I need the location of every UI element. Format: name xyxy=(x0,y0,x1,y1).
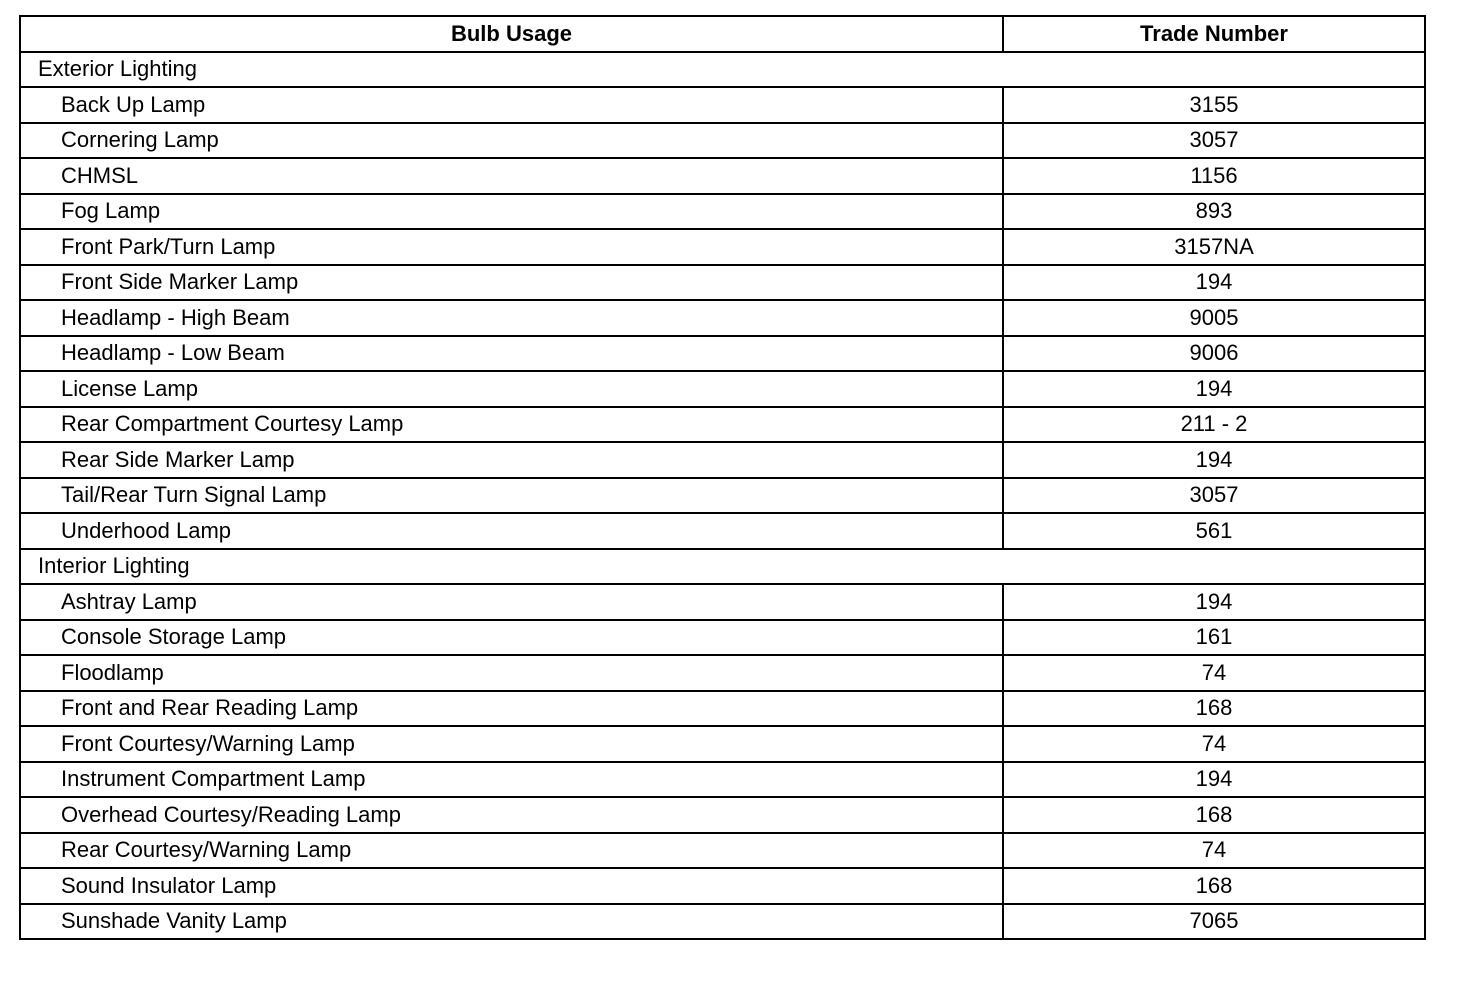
table-row xyxy=(20,336,1425,372)
table-row xyxy=(20,904,1425,940)
trade-number-cell: 161 xyxy=(1003,620,1425,656)
bulb-usage-cell: Tail/Rear Turn Signal Lamp xyxy=(20,478,1003,514)
table-row xyxy=(20,762,1425,798)
bulb-usage-cell: Fog Lamp xyxy=(20,194,1003,230)
bulb-usage-cell: Front Park/Turn Lamp xyxy=(20,229,1003,265)
section-title: Interior Lighting xyxy=(20,549,1425,585)
bulb-usage-cell: Rear Side Marker Lamp xyxy=(20,442,1003,478)
trade-number-cell: 74 xyxy=(1003,726,1425,762)
table-row xyxy=(20,87,1425,123)
bulb-usage-cell: Front Side Marker Lamp xyxy=(20,265,1003,301)
trade-number-cell: 194 xyxy=(1003,584,1425,620)
bulb-usage-cell: Ashtray Lamp xyxy=(20,584,1003,620)
bulb-usage-cell: Cornering Lamp xyxy=(20,123,1003,159)
bulb-usage-cell: Back Up Lamp xyxy=(20,87,1003,123)
trade-number-cell: 3155 xyxy=(1003,87,1425,123)
trade-number-cell: 194 xyxy=(1003,442,1425,478)
table-row xyxy=(20,229,1425,265)
table-row xyxy=(20,478,1425,514)
trade-number-cell: 3057 xyxy=(1003,123,1425,159)
table-row xyxy=(20,868,1425,904)
bulb-usage-cell: Headlamp - High Beam xyxy=(20,300,1003,336)
table-row xyxy=(20,194,1425,230)
trade-number-cell: 3157NA xyxy=(1003,229,1425,265)
bulb-usage-cell: Front Courtesy/Warning Lamp xyxy=(20,726,1003,762)
table-header-row xyxy=(20,16,1425,52)
table-row xyxy=(20,726,1425,762)
table-row xyxy=(20,265,1425,301)
bulb-usage-cell: Sunshade Vanity Lamp xyxy=(20,904,1003,940)
bulb-usage-cell: Instrument Compartment Lamp xyxy=(20,762,1003,798)
trade-number-cell: 9005 xyxy=(1003,300,1425,336)
bulb-usage-cell: Rear Compartment Courtesy Lamp xyxy=(20,407,1003,443)
section-title: Exterior Lighting xyxy=(20,52,1425,88)
table-row xyxy=(20,797,1425,833)
bulb-usage-cell: Floodlamp xyxy=(20,655,1003,691)
section-row xyxy=(20,52,1425,88)
table-row xyxy=(20,833,1425,869)
trade-number-cell: 1156 xyxy=(1003,158,1425,194)
bulb-usage-cell: Underhood Lamp xyxy=(20,513,1003,549)
table-body xyxy=(20,52,1425,940)
trade-number-cell: 9006 xyxy=(1003,336,1425,372)
table-row xyxy=(20,123,1425,159)
trade-number-cell: 893 xyxy=(1003,194,1425,230)
trade-number-cell: 74 xyxy=(1003,833,1425,869)
bulb-usage-cell: Rear Courtesy/Warning Lamp xyxy=(20,833,1003,869)
trade-number-cell: 168 xyxy=(1003,691,1425,727)
column-header-bulb-usage: Bulb Usage xyxy=(20,16,1003,52)
table-row xyxy=(20,158,1425,194)
trade-number-cell: 194 xyxy=(1003,371,1425,407)
table-row xyxy=(20,407,1425,443)
table-row xyxy=(20,371,1425,407)
trade-number-cell: 561 xyxy=(1003,513,1425,549)
table-row xyxy=(20,655,1425,691)
trade-number-cell: 7065 xyxy=(1003,904,1425,940)
bulb-usage-table xyxy=(19,15,1426,940)
section-row xyxy=(20,549,1425,585)
bulb-usage-cell: Front and Rear Reading Lamp xyxy=(20,691,1003,727)
bulb-usage-cell: Sound Insulator Lamp xyxy=(20,868,1003,904)
trade-number-cell: 194 xyxy=(1003,265,1425,301)
table-row xyxy=(20,513,1425,549)
table-row xyxy=(20,691,1425,727)
table-row xyxy=(20,300,1425,336)
bulb-usage-cell: Overhead Courtesy/Reading Lamp xyxy=(20,797,1003,833)
trade-number-cell: 74 xyxy=(1003,655,1425,691)
bulb-usage-cell: CHMSL xyxy=(20,158,1003,194)
bulb-usage-cell: License Lamp xyxy=(20,371,1003,407)
table-row xyxy=(20,442,1425,478)
table-row xyxy=(20,584,1425,620)
table-row xyxy=(20,620,1425,656)
trade-number-cell: 3057 xyxy=(1003,478,1425,514)
trade-number-cell: 168 xyxy=(1003,868,1425,904)
trade-number-cell: 194 xyxy=(1003,762,1425,798)
column-header-trade-number: Trade Number xyxy=(1003,16,1425,52)
trade-number-cell: 168 xyxy=(1003,797,1425,833)
trade-number-cell: 211 - 2 xyxy=(1003,407,1425,443)
bulb-usage-cell: Headlamp - Low Beam xyxy=(20,336,1003,372)
bulb-usage-cell: Console Storage Lamp xyxy=(20,620,1003,656)
